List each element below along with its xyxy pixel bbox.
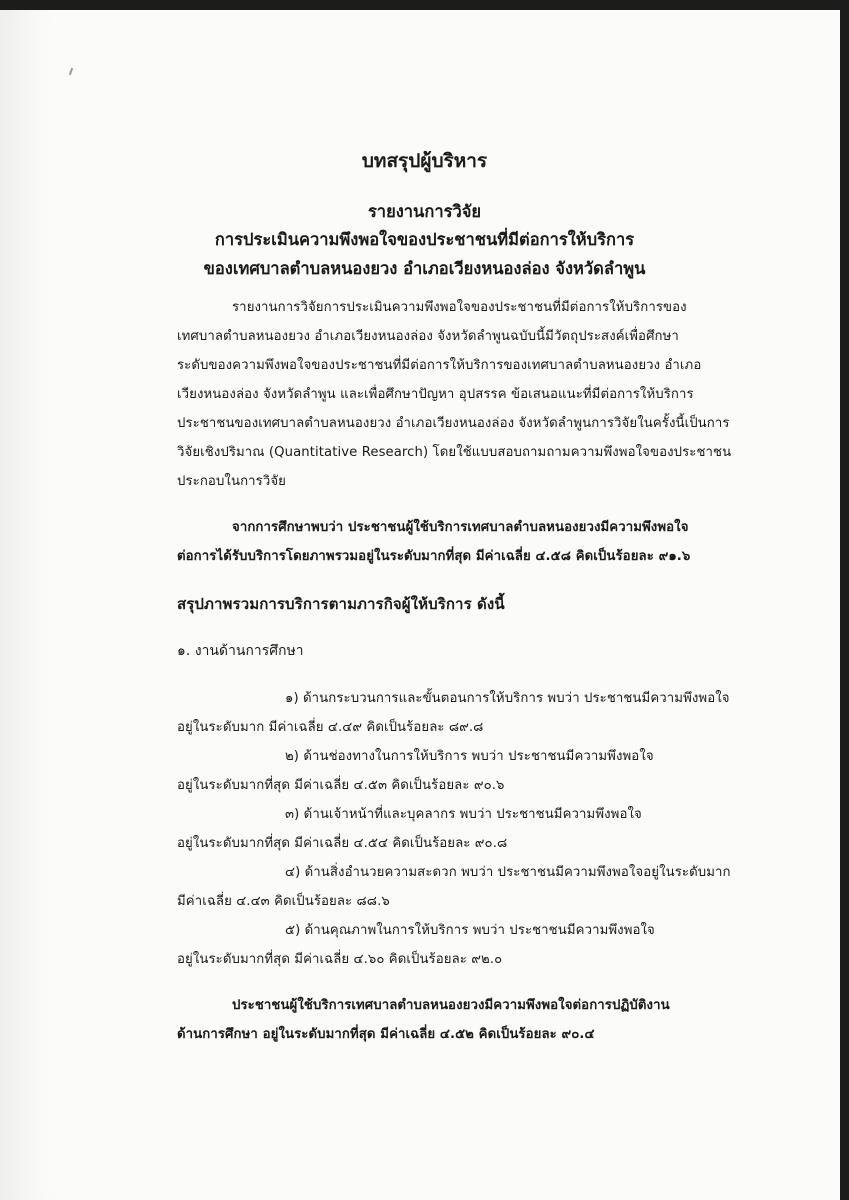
section-heading: ๑. งานด้านการศึกษา (177, 643, 304, 659)
item-line-2: อยู่ในระดับมาก มีค่าเฉลี่ย ๔.๔๙ คิดเป็นร้อยละ ๘๙.๘ (177, 720, 484, 735)
intro-line: รายงานการวิจัยการประเมินความพึงพอใจของประชาชนที่มีต่อการให้บริการของ (232, 300, 687, 315)
item-line-2: อยู่ในระดับมากที่สุด มีค่าเฉลี่ย ๔.๕๓ คิดเป็นร้อยละ ๙๐.๖ (177, 778, 505, 793)
intro-line: วิจัยเชิงปริมาณ (Quantitative Research) โดยใช้แบบสอบถามถามความพึงพอใจของประชาชน (177, 445, 732, 460)
item-line-1: ๓) ด้านเจ้าหน้าที่และบุคลากร พบว่า ประชาชนมีความพึงพอใจ (285, 807, 642, 822)
item-line-1: ๒) ด้านช่องทางในการให้บริการ พบว่า ประชาชนมีความพึงพอใจ (285, 749, 654, 764)
scan-speck (69, 68, 73, 75)
finding-line: ต่อการได้รับบริการโดยภาพรวมอยู่ในระดับมากที่สุด มีค่าเฉลี่ย ๔.๕๘ คิดเป็นร้อยละ ๙๑.๖ (177, 549, 691, 564)
intro-line: เวียงหนองล่อง จังหวัดลำพูน และเพื่อศึกษาปัญหา อุปสรรค ข้อเสนอแนะที่มีต่อการให้บริการ (177, 387, 694, 402)
report-heading-line-3: ของเทศบาลตำบลหนองยวง อำเภอเวียงหนองล่อง จังหวัดลำพูน (203, 259, 646, 278)
item-line-2: อยู่ในระดับมากที่สุด มีค่าเฉลี่ย ๔.๕๔ คิดเป็นร้อยละ ๙๐.๘ (177, 836, 508, 851)
intro-line: เทศบาลตำบลหนองยวง อำเภอเวียงหนองล่อง จังหวัดลำพูนฉบับนี้มีวัตถุประสงค์เพื่อศึกษา (177, 329, 679, 344)
intro-line: ประกอบในการวิจัย (177, 474, 286, 489)
item-line-1: ๑) ด้านกระบวนการและขั้นตอนการให้บริการ พบว่า ประชาชนมีความพึงพอใจ (285, 691, 730, 706)
intro-line: ประชาชนของเทศบาลตำบลหนองยวง อำเภอเวียงหนองล่อง จังหวัดลำพูนการวิจัยในครั้งนี้เป็นการ (177, 416, 730, 431)
summary-heading: สรุปภาพรวมการบริการตามภารกิจผู้ให้บริการ ดังนี้ (177, 595, 505, 613)
report-heading-line-1: รายงานการวิจัย (367, 202, 482, 221)
page-title: บทสรุปผู้บริหาร (361, 150, 488, 172)
intro-line: ระดับของความพึงพอใจของประชาชนที่มีต่อการให้บริการของเทศบาลตำบลหนองยวง อำเภอ (177, 358, 702, 373)
item-line-1: ๔) ด้านสิ่งอำนวยความสะดวก พบว่า ประชาชนมีความพึงพอใจอยู่ในระดับมาก (285, 865, 731, 880)
item-line-1: ๕) ด้านคุณภาพในการให้บริการ พบว่า ประชาชนมีความพึงพอใจ (285, 923, 655, 938)
item-line-2: อยู่ในระดับมากที่สุด มีค่าเฉลี่ย ๔.๖๐ คิดเป็นร้อยละ ๙๒.๐ (177, 952, 503, 967)
conclusion-line: ด้านการศึกษา อยู่ในระดับมากที่สุด มีค่าเฉลี่ย ๔.๕๒ คิดเป็นร้อยละ ๙๐.๔ (177, 1027, 595, 1042)
item-line-2: มีค่าเฉลี่ย ๔.๔๓ คิดเป็นร้อยละ ๘๘.๖ (177, 894, 390, 909)
report-heading-line-2: การประเมินความพึงพอใจของประชาชนที่มีต่อการให้บริการ (214, 230, 635, 249)
finding-line: จากการศึกษาพบว่า ประชาชนผู้ใช้บริการเทศบาลตำบลหนองยวงมีความพึงพอใจ (232, 520, 689, 535)
conclusion-line: ประชาชนผู้ใช้บริการเทศบาลตำบลหนองยวงมีความพึงพอใจต่อการปฏิบัติงาน (232, 998, 670, 1013)
